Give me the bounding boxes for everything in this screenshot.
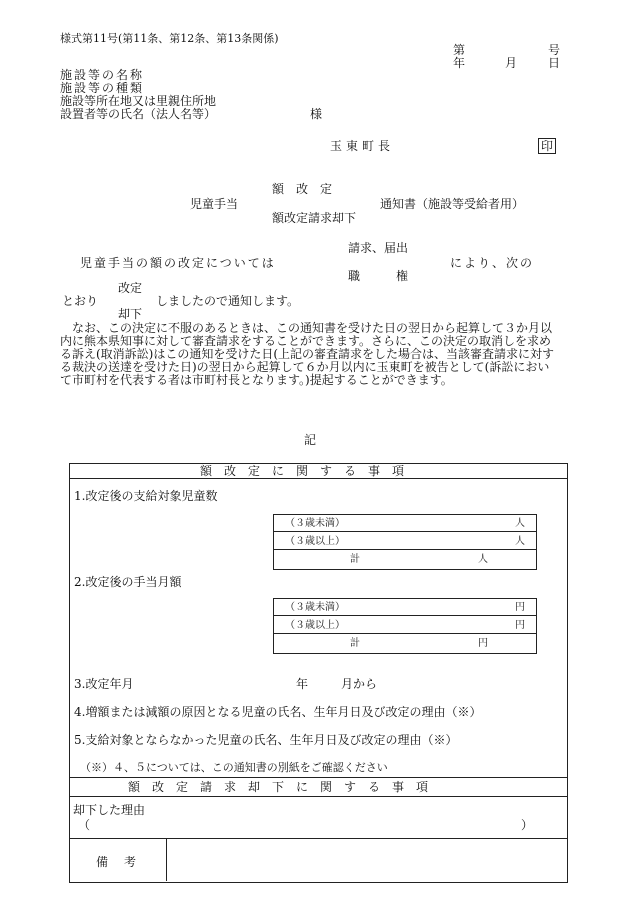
paren-close: ） [521,818,534,832]
title-kyakka: 額改定請求却下 [272,211,357,225]
date-day: 日 [548,56,561,70]
amount-row-label: （３歳以上） [285,620,345,631]
count-row-label: （３歳以上） [285,536,345,547]
doc-number-suffix: 号 [548,43,561,57]
amount-total-unit: 円 [478,638,488,649]
choice-kaitei: 改定 [118,281,143,295]
issuer-name: 玉東町長 [330,139,395,153]
item3-month: 月から [341,677,378,691]
amount-row-label: （３歳未満） [285,602,345,613]
item1-label: 1.改定後の支給対象児童数 [74,489,218,503]
date-year: 年 [453,56,466,70]
item4-label: 4.増額または減額の原因となる児童の氏名、生年月日及び改定の理由（※） [74,705,482,719]
count-total-unit: 人 [478,554,488,565]
doc-number-label: 第 [453,43,466,57]
appeal-paragraph: なお、この決定に不服のあるときは、この通知書を受けた日の翌日から起算して３か月以内に熊本県知事に対して審査請求をすることができます。さらに、この決定の取消しを求める訴え(取消訴訟)はこの通知を受けた日(上記の審査請求をした場合は、当該審査請求に対する裁決の送達を受けた日)の翌日から起算して６か月以内に玉東町を被告として(訴訟において市町村を代表する者は市町村長となります。)提起することができます。 [60,321,555,387]
amount-total-label: 計 [350,638,360,649]
item2-label: 2.改定後の手当月額 [74,575,182,589]
notice-closing: しましたので通知します。 [156,294,300,308]
establisher-label: 設置者等の氏名（法人名等） [60,107,217,121]
form-number: 様式第11号(第11条、第12条、第13条関係) [60,32,279,45]
seal-mark: 印 [538,138,556,154]
amount-row-unit: 円 [515,602,525,613]
facility-name-label: 施設等の名称 [60,68,145,82]
item5-label: 5.支給対象とならなかった児童の氏名、生年月日及び改定の理由（※） [74,733,458,747]
ki-label: 記 [304,433,317,447]
count-row-unit: 人 [515,518,525,529]
item3-year: 年 [296,677,309,691]
note-text: （※）４、５については、この通知書の別紙をご確認ください [80,761,388,774]
count-total-label: 計 [350,554,360,565]
section2-header: 額 改 定 請 求 却 下 に 関 す る 事 項 [128,780,429,794]
count-row-unit: 人 [515,536,525,547]
notice-tail: により、次の [450,256,535,270]
title-prefix: 児童手当 [190,197,239,211]
item3-label: 3.改定年月 [74,677,134,691]
date-month: 月 [505,56,518,70]
remarks-label: 備 考 [96,855,139,869]
amount-row-unit: 円 [515,620,525,631]
facility-address-label: 施設等所在地又は里親住所地 [60,94,217,108]
title-suffix: 通知書（施設等受給者用） [380,197,525,211]
notice-lead: 児童手当の額の改定については [80,256,276,270]
facility-type-label: 施設等の種類 [60,81,145,95]
toori-label: とおり [62,294,99,308]
reason-label: 却下した理由 [73,803,146,817]
paren-open: （ [78,818,91,832]
section1-header: 額 改 定 に 関 す る 事 項 [200,464,405,478]
choice-kyakka: 却下 [118,307,143,321]
choice-ex-officio: 職 権 [348,269,409,283]
count-row-label: （３歳未満） [285,518,345,529]
title-kaitei: 額 改 定 [272,182,333,196]
choice-request: 請求、届出 [348,241,409,255]
honorific: 様 [310,107,323,121]
